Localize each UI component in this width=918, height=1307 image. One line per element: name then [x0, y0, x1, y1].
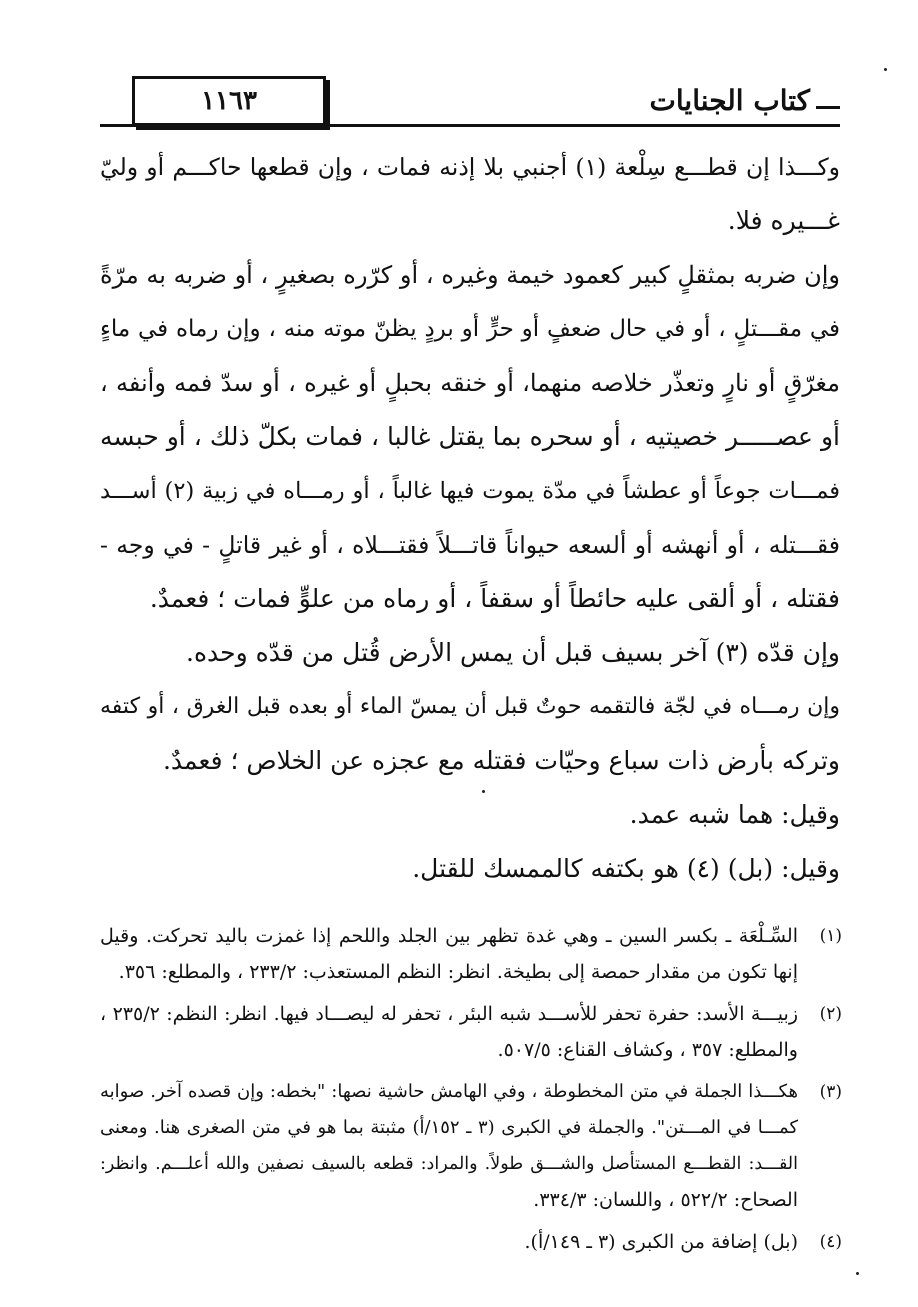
text-line: وإن ضربه بمثقلٍ كبير كعمود خيمة وغيره ، أو كرّره بصغيرٍ ، أو ضربه به مرّةً: [100, 261, 840, 289]
footnotes: [100, 918, 842, 1266]
header-rule: [100, 124, 840, 127]
text-line: وتركه بأرض ذات سباع وحيّات فقتله مع عجزه عن الخلاص ؛ فعمدٌ.: [162, 746, 840, 775]
footnote-number: (٣): [819, 1082, 842, 1102]
footnote-line: كمـــا في المـــتن". والجملة في الكبرى (٣ ـ ١٥٢/أ) مثبتة بما هو في متن الصغرى هنا. ومعنى: [100, 1117, 799, 1138]
footnote-2: [100, 996, 842, 1068]
text-line: فقتله ، أو ألقى عليه حائطاً أو سقفاً ، أو رماه من علوٍّ فمات ؛ فعمدٌ.: [149, 584, 840, 613]
footnote-line: والمطلع: ٣٥٧ ، وكشاف القناع: ٥٠٧/٥.: [497, 1039, 798, 1061]
footnote-4: [100, 1224, 842, 1260]
footnote-line: الصحاح: ٥٢٢/٢ ، واللسان: ٣٣٤/٣.: [533, 1189, 798, 1211]
text-line: أو عصـــــر خصيتيه ، أو سحره بما يقتل غالبا ، فمات بكلّ ذلك ، أو حبسه: [100, 422, 840, 451]
footnote-separator: [100, 914, 840, 915]
main-text: [100, 140, 840, 896]
text-line: وكـــذا إن قطـــع سِلْعة (١) أجنبي بلا إذنه فمات ، وإن قطعها حاكـــم أو وليّ: [100, 153, 840, 181]
text-line: غـــيره فلا.: [727, 206, 840, 235]
footnote-line: (بل) إضافة من الكبرى (٣ ـ ١٤٩/أ).: [524, 1231, 798, 1253]
book-title: كتاب الجنايات: [649, 84, 810, 117]
footnote-number: (٤): [819, 1232, 842, 1252]
footnote-line: السِّـلْعَة ـ بكسر السين ـ وهي غدة تظهر بين الجلد واللحم إذا غمزت باليد تحركت. وقيل: [100, 925, 798, 947]
footnote-line: إنها تكون من مقدار حمصة إلى بطيخة. انظر: النظم المستعذب: ٢٣٣/٢ ، والمطلع: ٣٥٦.: [118, 961, 798, 983]
title-dash: [816, 106, 840, 109]
footnote-line: هكـــذا الجملة في متن المخطوطة ، وفي الهامش حاشية نصها: "بخطه: وإن قصده آخر. صوابه: [100, 1081, 798, 1102]
text-line: وقيل: هما شبه عمد.: [629, 800, 840, 829]
scan-speck: [884, 68, 887, 71]
page-number: ١١٦٣: [132, 76, 326, 126]
scan-speck: [482, 790, 485, 793]
text-line: وإن رمـــاه في لجّة فالتقمه حوتٌ قبل أن يمسّ الماء أو بعده قبل الغرق ، أو كتفه: [100, 694, 840, 719]
text-line: فمـــات جوعاً أو عطشاً في مدّة يموت فيها غالباً ، أو رمـــاه في زبية (٢) أســـد: [100, 478, 840, 504]
footnote-number: (٢): [819, 1004, 842, 1024]
text-line: وقيل: (بل) (٤) هو بكتفه كالممسك للقتل.: [412, 854, 840, 883]
footnote-number: (١): [819, 926, 842, 946]
text-line: فقـــتله ، أو أنهشه أو ألسعه حيواناً قاتـــلاً فقتـــلاه ، أو غير قاتلٍ - في وجه -: [100, 531, 840, 559]
footnote-line: زبيـــة الأسد: حفرة تحفر للأســـد شبه البئر ، تحفر له ليصـــاد فيها. انظر: النظم: ٢٣٥/٢ ،: [100, 1003, 799, 1025]
text-line: في مقـــتلٍ ، أو في حال ضعفٍ أو حرٍّ أو بردٍ يظنّ موته منه ، وإن رماه في ماءٍ: [100, 316, 840, 342]
text-line: مغرّقٍ أو نارٍ وتعذّر خلاصه منهما، أو خنقه بحبلٍ أو غيره ، أو سدّ فمه وأنفه ،: [100, 369, 840, 397]
footnote-line: القـــد: القطـــع المستأصل والشـــق طولاً. والمراد: قطعه بالسيف نصفين والله أعلـــم. وانظر:: [100, 1154, 798, 1174]
page-header: [100, 62, 840, 132]
text-line: وإن قدّه (٣) آخر بسيف قبل أن يمس الأرض قُتل من قدّه وحده.: [186, 638, 840, 667]
scan-speck: [856, 1272, 859, 1275]
footnote-3: [100, 1074, 842, 1218]
footnote-1: [100, 918, 842, 990]
